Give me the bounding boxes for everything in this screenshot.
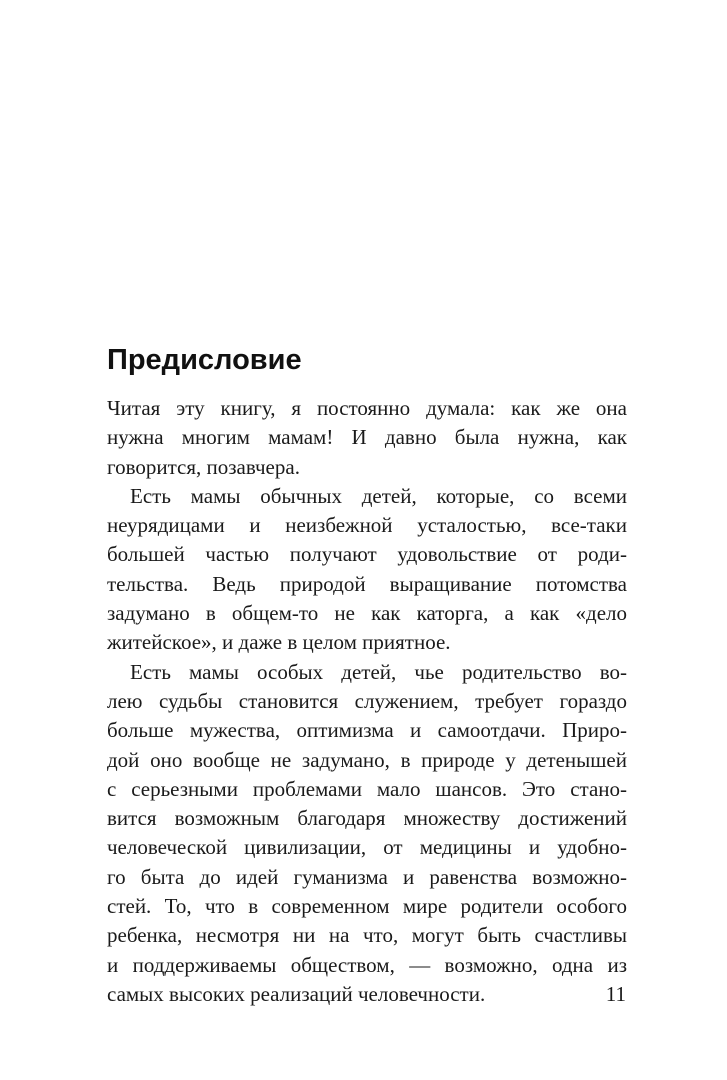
text-line: житейское», и даже в целом приятное. xyxy=(107,630,451,655)
text-line: нужна многим мамам! И давно была нужна, как xyxy=(107,425,627,450)
text-line: лею судьбы становится служением, требует гораздо xyxy=(107,688,627,713)
text-line: ребенка, несмотря ни на что, могут быть счастливы xyxy=(107,923,627,948)
text-line: вится возможным благодаря множеству достижений xyxy=(107,806,627,831)
text-line: задумано в общем-то не как каторга, а как «дело xyxy=(107,601,627,626)
chapter-heading: Предисловие xyxy=(107,344,302,376)
text-line: и поддерживаемы обществом, — возможно, одна из xyxy=(107,952,627,977)
text-line: говорится, позавчера. xyxy=(107,454,300,479)
text-line: Читая эту книгу, я постоянно думала: как же она xyxy=(107,396,627,420)
text-line: Есть мамы особых детей, чье родительство во- xyxy=(130,659,627,684)
text-line: тельства. Ведь природой выращивание потомства xyxy=(107,571,627,596)
body-text xyxy=(107,394,627,1009)
text-line: го быта до идей гуманизма и равенства возможно- xyxy=(107,864,627,889)
page-number: 11 xyxy=(605,982,626,1006)
text-line: Есть мамы обычных детей, которые, со всеми xyxy=(130,483,627,508)
text-line: дой оно вообще не задумано, в природе у детенышей xyxy=(107,747,627,772)
text-line: больше мужества, оптимизма и самоотдачи. Приро- xyxy=(107,718,627,743)
text-line: стей. То, что в современном мире родители особого xyxy=(107,894,627,919)
text-line: с серьезными проблемами мало шансов. Это стано- xyxy=(107,776,627,801)
text-line: неурядицами и неизбежной усталостью, все-таки xyxy=(107,513,627,538)
text-line: большей частью получают удовольствие от роди- xyxy=(107,542,627,567)
text-line: самых высоких реализаций человечности. xyxy=(107,981,486,1006)
text-line: человеческой цивилизации, от медицины и удобно- xyxy=(107,835,627,860)
